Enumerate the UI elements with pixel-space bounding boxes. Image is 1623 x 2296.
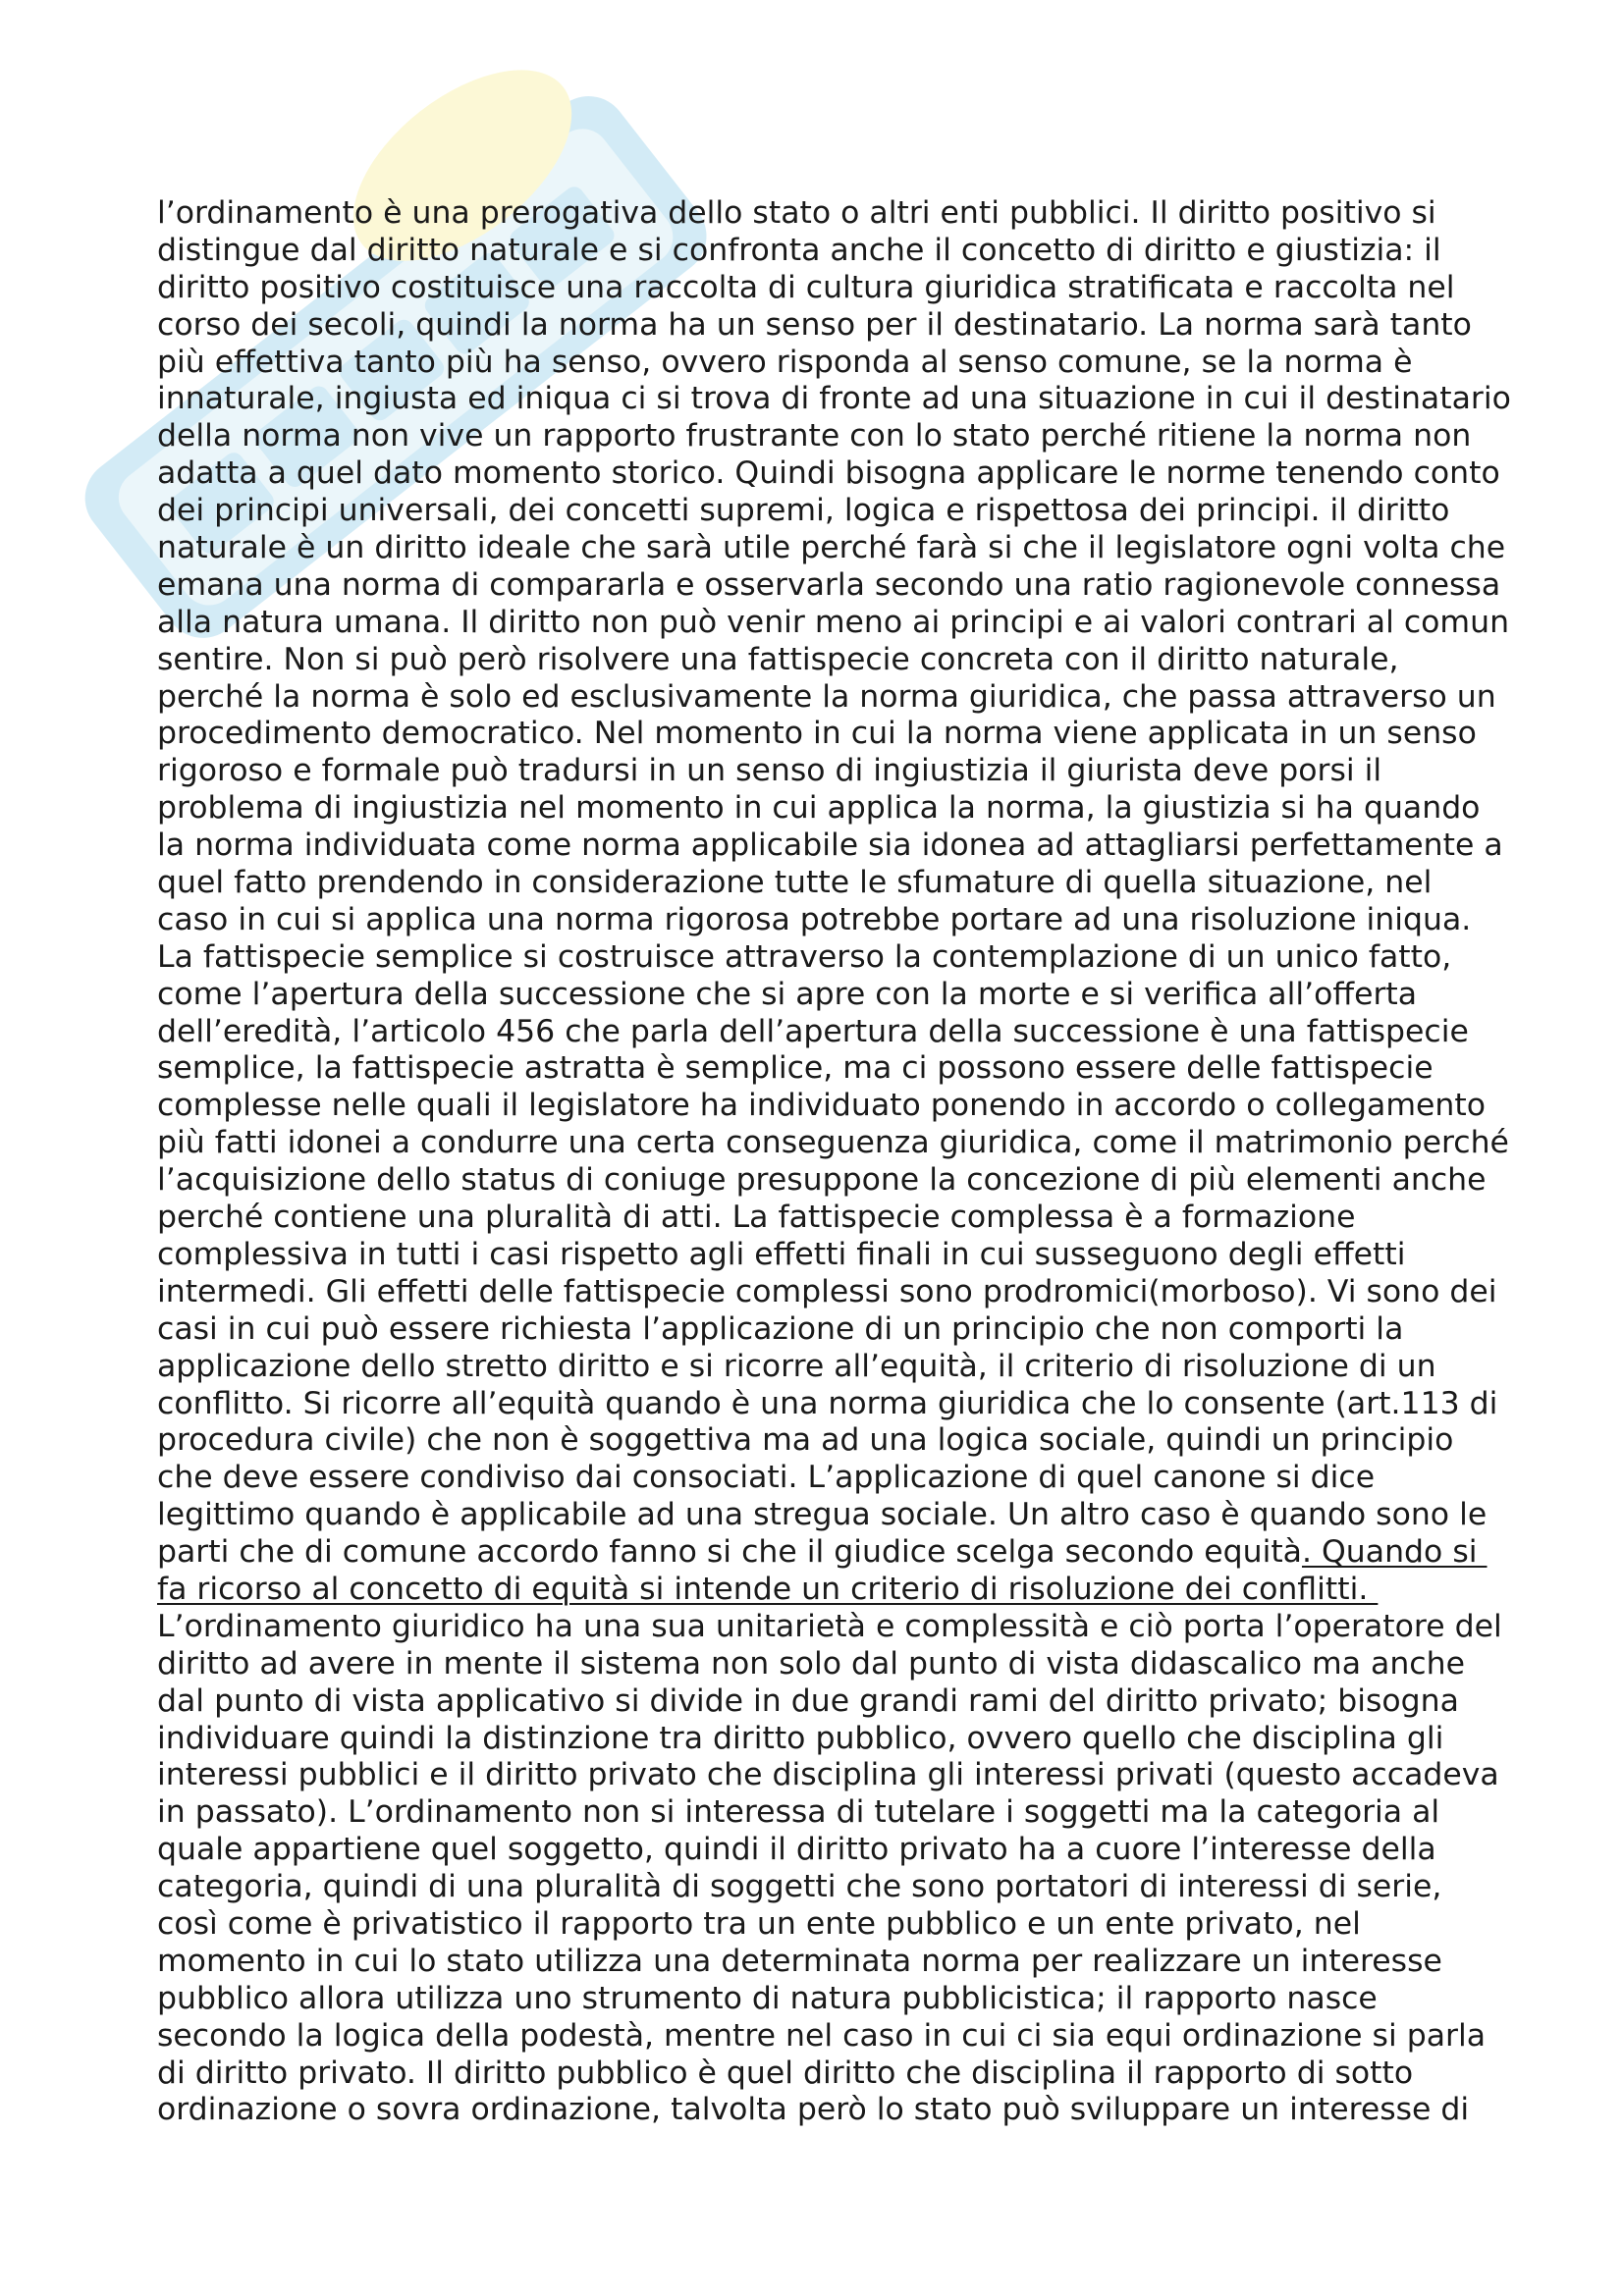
text-line: perché la norma è solo ed esclusivamente la norma giuridica, che passa attraverso un bbox=[157, 678, 1496, 715]
text-line: sentire. Non si può però risolvere una fattispecie concreta con il diritto naturale, bbox=[157, 641, 1399, 677]
text-line: più fatti idonei a condurre una certa conseguenza giuridica, come il matrimonio perché bbox=[157, 1125, 1509, 1161]
text-line: individuare quindi la distinzione tra diritto pubblico, ovvero quello che disciplina gli bbox=[157, 1720, 1444, 1756]
text-line: più effettiva tanto più ha senso, ovvero risponda al senso comune, se la norma è bbox=[157, 344, 1413, 380]
text-line: perché contiene una pluralità di atti. La fattispecie complessa è a formazione bbox=[157, 1200, 1356, 1236]
text-line: ordinazione o sovra ordinazione, talvolta però lo stato può sviluppare un interesse di bbox=[157, 2092, 1470, 2128]
text-line: innaturale, ingiusta ed iniqua ci si trova di fronte ad una situazione in cui il destinatario bbox=[157, 381, 1511, 417]
text-line: procedimento democratico. Nel momento in cui la norma viene applicata in un senso bbox=[157, 716, 1477, 752]
text-line bbox=[157, 1534, 1551, 1572]
text-line: naturale è un diritto ideale che sarà utile perché farà si che il legislatore ogni volta che bbox=[157, 530, 1506, 566]
text-line: complesse nelle quali il legislatore ha individuato ponendo in accordo o collegamento bbox=[157, 1088, 1486, 1124]
text-line: applicazione dello stretto diritto e si ricorre all’equità, il criterio di risoluzione di un bbox=[157, 1348, 1436, 1384]
text-line: L’ordinamento giuridico ha una sua unitarietà e complessità e ciò porta l’operatore del bbox=[157, 1608, 1502, 1644]
text-line: in passato). L’ordinamento non si interessa di tutelare i soggetti ma la categoria al bbox=[157, 1794, 1440, 1831]
text-line: adatta a quel dato momento storico. Quindi bisogna applicare le norme tenendo conto bbox=[157, 455, 1500, 492]
text-line: distingue dal diritto naturale e si confronta anche il concetto di diritto e giustizia: il bbox=[157, 232, 1441, 268]
text-line: dei principi universali, dei concetti supremi, logica e rispettosa dei principi. il diritto bbox=[157, 493, 1450, 529]
text-line: categoria, quindi di una pluralità di soggetti che sono portatori di interessi di serie, bbox=[157, 1869, 1442, 1905]
text-line: semplice, la fattispecie astratta è semplice, ma ci possono essere delle fattispecie bbox=[157, 1050, 1434, 1087]
text-line: procedura civile) che non è soggettiva ma ad una logica sociale, quindi un principio bbox=[157, 1422, 1454, 1459]
text-line: momento in cui lo stato utilizza una determinata norma per realizzare un interesse bbox=[157, 1943, 1442, 1979]
text-line: quel fatto prendendo in considerazione tutte le sfumature di quella situazione, nel bbox=[157, 865, 1433, 901]
text-line: corso dei secoli, quindi la norma ha un senso per il destinatario. La norma sarà tanto bbox=[157, 306, 1472, 343]
text-line bbox=[157, 1572, 1551, 1609]
text-line: diritto ad avere in mente il sistema non solo dal punto di vista didascalico ma anche bbox=[157, 1645, 1465, 1682]
underlined-text: . Quando si bbox=[1301, 1534, 1488, 1571]
text-line: di diritto privato. Il diritto pubblico è quel diritto che disciplina il rapporto di sotto bbox=[157, 2055, 1414, 2091]
text-line: la norma individuata come norma applicabile sia idonea ad attagliarsi perfettamente a bbox=[157, 828, 1503, 864]
text-line: rigoroso e formale può tradursi in un senso di ingiustizia il giurista deve porsi il bbox=[157, 753, 1382, 789]
text-line: secondo la logica della podestà, mentre nel caso in cui ci sia equi ordinazione si parla bbox=[157, 2017, 1487, 2054]
body-text bbox=[157, 195, 1551, 2129]
text-line: che deve essere condiviso dai consociati. L’applicazione di quel canone si dice bbox=[157, 1460, 1376, 1496]
text-line: diritto positivo costituisce una raccolta di cultura giuridica stratificata e raccolta nel bbox=[157, 269, 1455, 305]
text-line: pubblico allora utilizza uno strumento di natura pubblicistica; il rapporto nasce bbox=[157, 1980, 1378, 2016]
text-line: dal punto di vista applicativo si divide in due grandi rami del diritto privato; bisogna bbox=[157, 1682, 1459, 1719]
text-line: così come è privatistico il rapporto tra un ente pubblico e un ente privato, nel bbox=[157, 1905, 1361, 1942]
text-line: conflitto. Si ricorre all’equità quando è una norma giuridica che lo consente (art.113 di bbox=[157, 1385, 1498, 1421]
text-line: l’acquisizione dello status di coniuge presuppone la concezione di più elementi anche bbox=[157, 1162, 1487, 1199]
text-line: emana una norma di compararla e osservarla secondo una ratio ragionevole connessa bbox=[157, 566, 1501, 603]
text-line: problema di ingiustizia nel momento in cui applica la norma, la giustizia si ha quando bbox=[157, 790, 1481, 827]
text-line: La fattispecie semplice si costruisce attraverso la contemplazione di un unico fatto, bbox=[157, 938, 1452, 975]
text-line: della norma non vive un rapporto frustrante con lo stato perché ritiene la norma non bbox=[157, 418, 1472, 454]
underlined-text: fa ricorso al concetto di equità si intende un criterio di risoluzione dei conflitti. bbox=[157, 1571, 1379, 1607]
text-line: alla natura umana. Il diritto non può venir meno ai principi e ai valori contrari al comun bbox=[157, 604, 1510, 640]
text-line: quale appartiene quel soggetto, quindi il diritto privato ha a cuore l’interesse della bbox=[157, 1832, 1436, 1868]
text-line: casi in cui può essere richiesta l’applicazione di un principio che non comporti la bbox=[157, 1310, 1404, 1347]
text-line: l’ordinamento è una prerogativa dello stato o altri enti pubblici. Il diritto positivo si bbox=[157, 195, 1436, 231]
text-segment: parti che di comune accordo fanno si che il giudice scelga secondo equità bbox=[157, 1534, 1302, 1571]
text-line: caso in cui si applica una norma rigorosa potrebbe portare ad una risoluzione iniqua. bbox=[157, 901, 1472, 937]
text-line: come l’apertura della successione che si apre con la morte e si verifica all’offerta bbox=[157, 976, 1418, 1012]
text-line: dell’eredità, l’articolo 456 che parla dell’apertura della successione è una fattispecie bbox=[157, 1013, 1469, 1049]
text-line: legittimo quando è applicabile ad una stregua sociale. Un altro caso è quando sono le bbox=[157, 1497, 1488, 1533]
text-line: intermedi. Gli effetti delle fattispecie complessi sono prodromici(morboso). Vi sono dei bbox=[157, 1273, 1497, 1309]
text-line: interessi pubblici e il diritto privato che disciplina gli interessi privati (questo accadeva bbox=[157, 1757, 1499, 1793]
text-line: complessiva in tutti i casi rispetto agli effetti finali in cui susseguono degli effetti bbox=[157, 1236, 1406, 1272]
